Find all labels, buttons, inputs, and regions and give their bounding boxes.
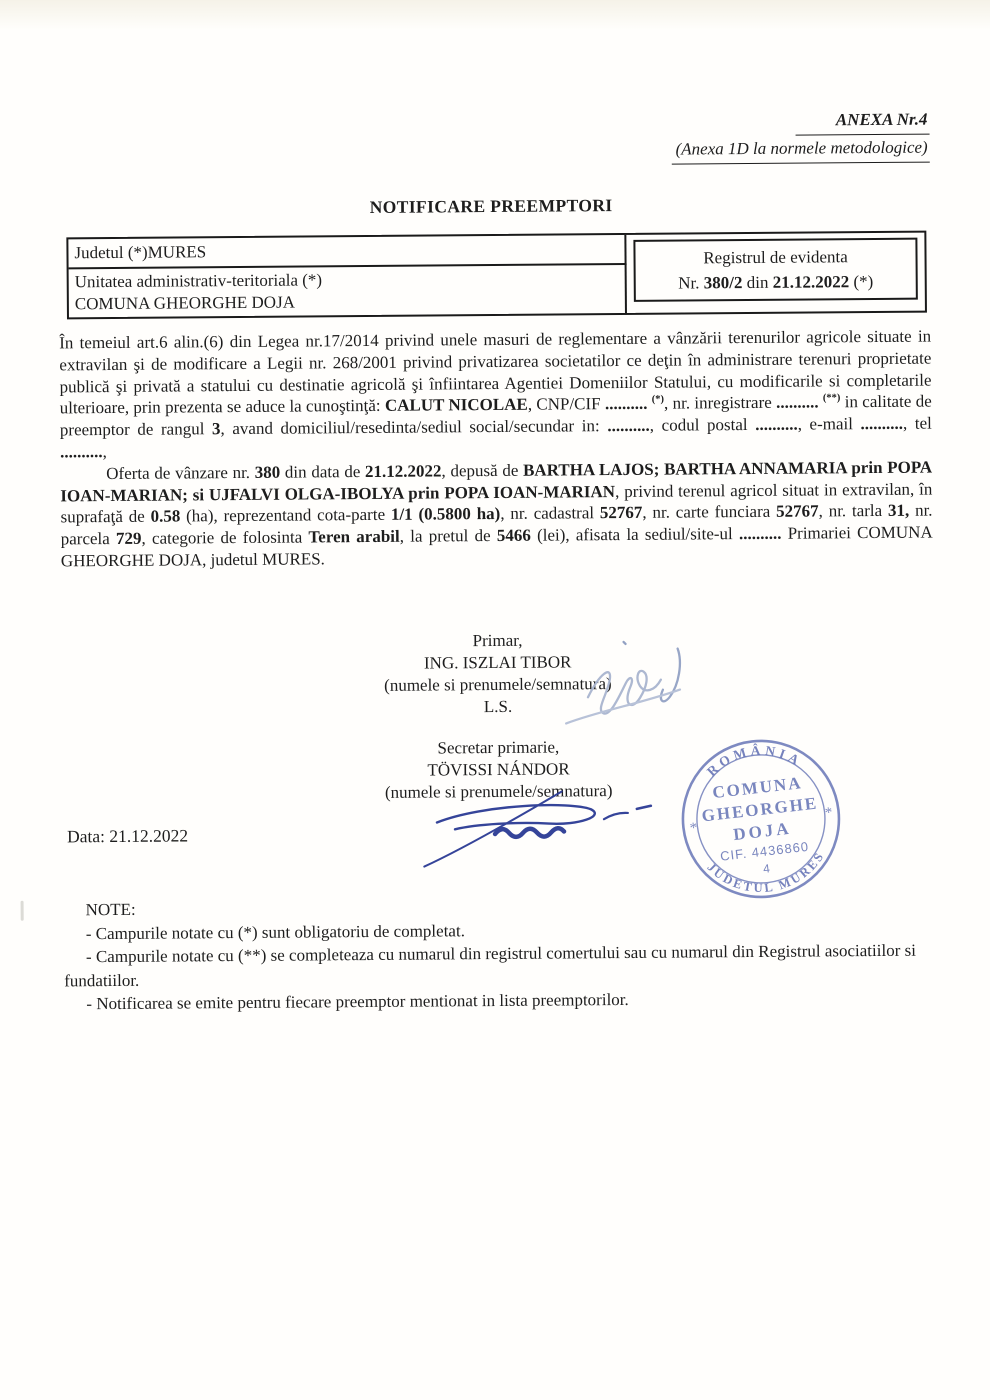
stamp-line-gheorghe: GHEORGHE xyxy=(700,793,820,826)
page-title: NOTIFICARE PREEMPTORI xyxy=(369,195,613,217)
notes-title: NOTE: xyxy=(85,899,136,920)
note-item: - Notificarea se emite pentru fiecare preemptor mentionat in lista preemptorilor. xyxy=(86,990,629,1014)
secretar-name: TÖVISSI NÁNDOR xyxy=(427,759,570,780)
registry-table xyxy=(66,231,927,320)
stamp-country-arc: ROMÂNIA xyxy=(703,742,806,780)
scan-artifact xyxy=(21,901,24,921)
primar-signature-block xyxy=(59,627,936,722)
ls-label: L.S. xyxy=(483,696,513,717)
stamp-county-arc: JUDETUL MURES xyxy=(704,848,828,896)
date-line: Data: 21.12.2022 xyxy=(66,825,189,847)
primar-signature xyxy=(557,632,713,735)
stamp-cif: CIF. 4436860 xyxy=(719,838,810,864)
document-body xyxy=(59,326,933,573)
body-paragraph-2: Oferta de vânzare nr. 380 din data de 21.12.2022, depusă de BARTHA LAJOS; BARTHA ANNAMARIA prin POPA IOAN-MARIAN; si UJFALVI OLGA-IBOLYA prin POPA IOAN-MARIAN, privind terenul agricol situat in extravilan, în suprafaţă de 0.58 (ha), reprezentand cota-parte 1/1 (0.5800 ha), nr. cadastral 52767, nr. carte funciara 52767, nr. tarla 31, nr. parcela 729, categorie de folosinta Teren arabil, la pretul de 5466 (lei), afisata la sediul/site-ul .......... Primariei COMUNA GHEORGHE DOJA, judetul MURES. xyxy=(60,457,933,571)
stamp-number: 4 xyxy=(762,861,771,876)
secretar-caption: (numele si prenumele/semnatura) xyxy=(384,781,613,802)
uat-label: Unitatea administrativ-teritoriala (*) xyxy=(74,270,323,292)
note-item: - Campurile notate cu (*) sunt obligatoriu de completat. xyxy=(85,920,465,943)
secretar-signature xyxy=(399,769,665,871)
body-paragraph-1: În temeiul art.6 alin.(6) din Legea nr.17/2014 privind unele masuri de reglementare a vânzării terenurilor agricole situate in extravilan şi de modificare a Legii nr. 268/2001 privind privatizarea societatilor ce deţin în administrare terenuri proprietate publică şi privată a statului cu destinatie agricolă şi înfiintarea Agentiei Domeniilor Statului, cu modificarile si completarile ulterioare, prin prezenta se aduce la cunoştinţă: CALUT NICOLAE, CNP/CIF .......... (*), nr. inregistrare .......... (**) in calitate de preemptor de rangul 3, avand domiciliul/resedinta/sediul social/secundar in: .........., codul postal .........., e-mail .........., tel .........., xyxy=(59,326,932,462)
uat-cell xyxy=(69,265,627,317)
annex-line-2: (Anexa 1D la normele metodologice) xyxy=(671,135,929,165)
primar-caption: (numele si prenumele/semnatura) xyxy=(384,674,612,695)
stamp-star-left-icon: * xyxy=(688,820,699,837)
primar-name: ING. ISZLAI TIBOR xyxy=(423,652,572,673)
primar-role: Primar, xyxy=(472,630,523,651)
registry-title: Registrul de evidenta xyxy=(703,247,848,268)
annex-line-1: ANEXA Nr.4 xyxy=(796,107,930,136)
secretar-role: Secretar primarie, xyxy=(437,737,560,758)
notes-section xyxy=(64,892,941,1017)
registry-table-right-column xyxy=(626,233,925,313)
note-item: - Campurile notate cu (**) se completeaza cu numarul din registrul comertului sau cu numarul din Registrul asociatiilor si fundatiilor. xyxy=(64,940,916,991)
registry-table-left-column xyxy=(68,235,627,317)
uat-value: COMUNA GHEORGHE DOJA xyxy=(74,292,296,314)
judet-cell: Judetul (*)MURES xyxy=(68,235,626,269)
registry-number-line: Nr. 380/2 din 21.12.2022 (*) xyxy=(678,272,874,293)
official-stamp xyxy=(668,726,853,911)
registry-cell xyxy=(633,238,917,302)
stamp-line-comuna: COMUNA xyxy=(711,773,804,803)
annex-header xyxy=(671,107,930,165)
stamp-line-doja: DOJA xyxy=(732,818,793,845)
stamp-star-right-icon: * xyxy=(824,804,834,822)
